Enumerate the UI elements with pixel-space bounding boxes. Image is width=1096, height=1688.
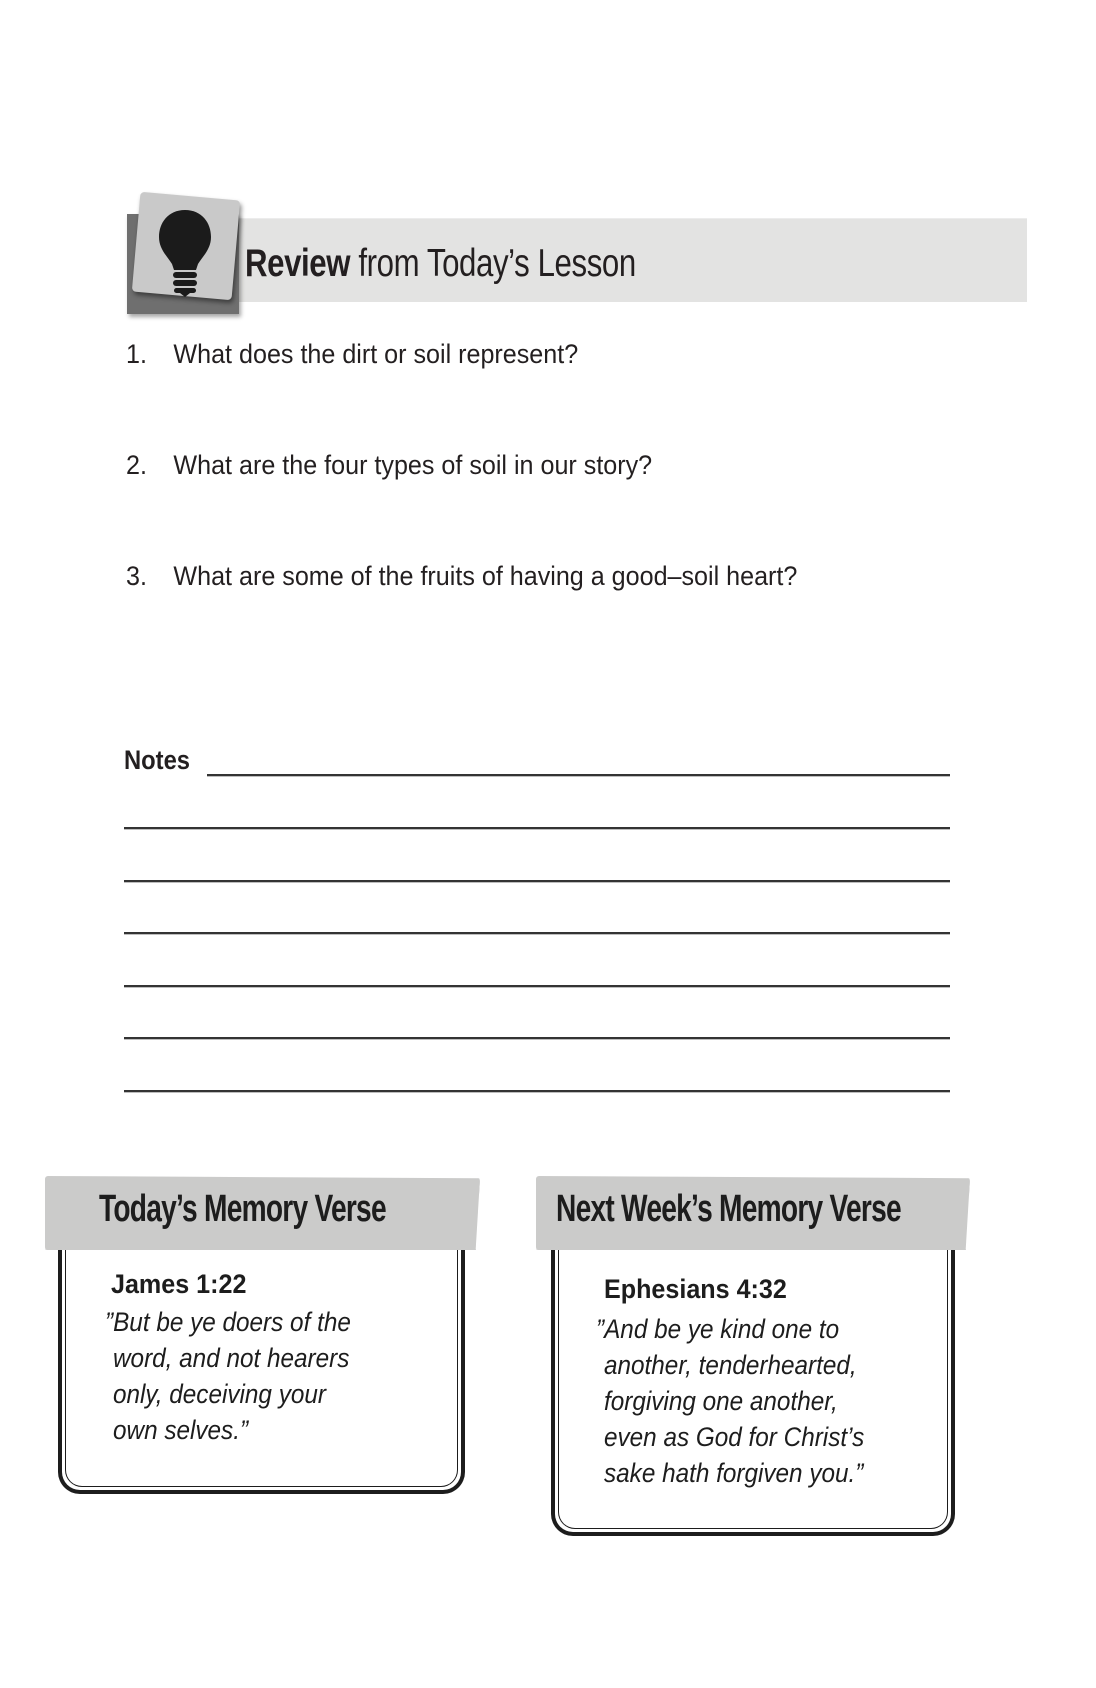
verse-line: another, tenderhearted, bbox=[604, 1350, 857, 1380]
notes-line[interactable] bbox=[124, 1090, 950, 1093]
question-2 bbox=[126, 449, 652, 481]
question-3 bbox=[126, 560, 797, 592]
next-verse-heading: Next Week’s Memory Verse bbox=[556, 1188, 901, 1230]
verse-line: even as God for Christ’s bbox=[604, 1422, 865, 1452]
verse-line: word, and not hearers bbox=[113, 1343, 350, 1373]
page-title-bold: Review bbox=[245, 242, 351, 285]
question-text: What are some of the fruits of having a good–soil heart? bbox=[173, 561, 798, 591]
notes-line[interactable] bbox=[124, 932, 950, 935]
page-title bbox=[245, 241, 636, 287]
verse-line: sake hath forgiven you.” bbox=[604, 1458, 864, 1488]
page-title-rest: from Today’s Lesson bbox=[350, 242, 636, 285]
notes-line[interactable] bbox=[124, 985, 950, 988]
notes-line[interactable] bbox=[207, 774, 950, 777]
lightbulb-icon bbox=[155, 208, 215, 298]
next-verse-reference: Ephesians 4:32 bbox=[604, 1274, 787, 1304]
question-text: What are the four types of soil in our story? bbox=[173, 450, 653, 480]
verse-line: ”But be ye doers of the bbox=[105, 1307, 351, 1337]
verse-line: ”And be ye kind one to bbox=[596, 1314, 840, 1344]
verse-line: forgiving one another, bbox=[604, 1386, 838, 1416]
question-number: 3. bbox=[126, 561, 147, 591]
verse-line: only, deceiving your bbox=[113, 1379, 326, 1409]
question-number: 1. bbox=[126, 339, 147, 369]
verse-line: own selves.” bbox=[113, 1415, 249, 1445]
todays-verse-heading: Today’s Memory Verse bbox=[99, 1188, 386, 1230]
notes-line[interactable] bbox=[124, 1037, 950, 1040]
notes-line[interactable] bbox=[124, 880, 950, 883]
todays-verse-reference: James 1:22 bbox=[111, 1269, 247, 1299]
notes-label: Notes bbox=[124, 745, 191, 775]
notes-line[interactable] bbox=[124, 827, 950, 830]
question-number: 2. bbox=[126, 450, 147, 480]
question-1 bbox=[126, 338, 578, 370]
question-text: What does the dirt or soil represent? bbox=[173, 339, 579, 369]
